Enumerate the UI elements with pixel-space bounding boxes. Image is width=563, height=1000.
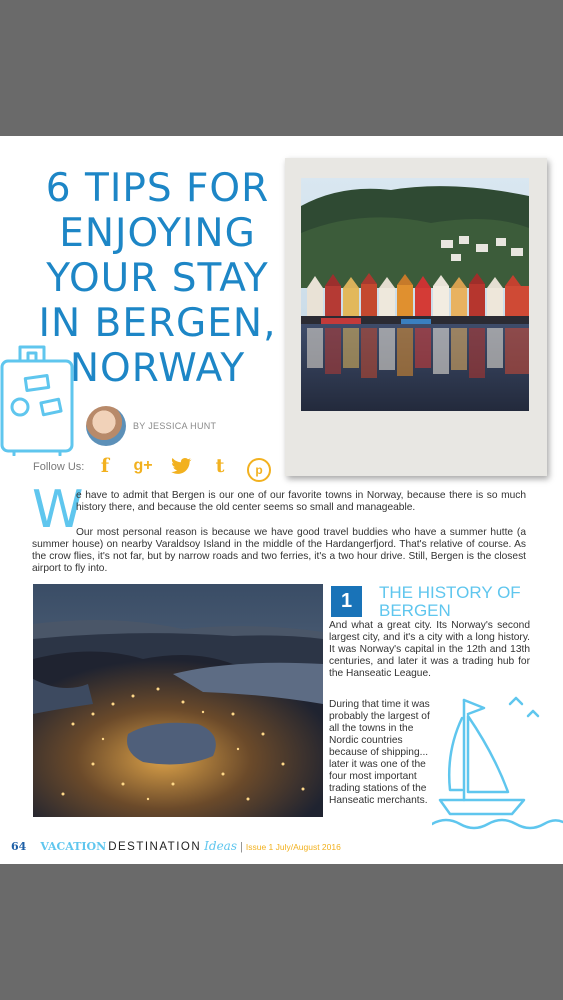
page-footer xyxy=(11,837,556,855)
sailboat-icon xyxy=(432,692,563,832)
title-line: IN BERGEN, xyxy=(38,301,277,346)
footer-brand-vacation: VACATION xyxy=(40,840,107,853)
intro-paragraph-2: Our most personal reason is because we have good travel buddies who have a summer hutte (a summer house) on nearby Varaldsoy Island in the middle of the Hardangerfjord. That's relative of course. As the crow flies, it's not far, but by narrow roads and two ferries, it's a two hour drive. Still, Bergen is the closest airport to fly into. xyxy=(32,527,526,574)
drop-cap: W xyxy=(32,480,84,540)
facebook-icon[interactable]: f xyxy=(100,455,110,477)
bryggen-photo-frame xyxy=(285,158,547,476)
page-number: 64 xyxy=(11,840,27,853)
tumblr-icon[interactable]: t xyxy=(215,455,225,477)
title-line: ENJOYING xyxy=(59,211,256,256)
bryggen-harbor-photo xyxy=(301,178,529,411)
section-heading: THE HISTORY OF BERGEN xyxy=(379,583,521,620)
section-number-badge: 1 xyxy=(331,586,362,617)
footer-brand-ideas: Ideas xyxy=(204,839,237,853)
pinterest-icon[interactable]: p xyxy=(247,458,271,482)
google-plus-icon[interactable]: g+ xyxy=(133,457,153,474)
footer-separator: | xyxy=(240,841,243,853)
follow-us-label: Follow Us: xyxy=(33,461,85,473)
bergen-night-aerial-photo xyxy=(33,584,323,817)
footer-brand-destination: DESTINATION xyxy=(108,841,202,853)
intro-paragraph-1: e have to admit that Bergen is our one of our favorite towns in Norway, because there is so much history there, and because the old center seems so small and manageable. xyxy=(76,490,526,513)
suitcase-icon xyxy=(0,341,75,456)
title-line: 6 TIPS FOR xyxy=(45,166,270,211)
magazine-page xyxy=(0,136,563,864)
title-line: YOUR STAY xyxy=(46,256,269,301)
section-paragraph-2: During that time it was probably the largest of all the towns in the Nordic countries because of shipping... later it was one of the four most important trading stations of the Hanseatic merchants. xyxy=(329,699,430,806)
author-avatar xyxy=(86,406,126,446)
title-line: NORWAY xyxy=(69,346,246,391)
author-byline: BY JESSICA HUNT xyxy=(133,421,217,431)
section-paragraph-1: And what a great city. Its Norway's second largest city, and it's a city with a long history. It was Norway's capital in the 12th and 13th centuries, and later it was a trading hub for the Hanseatic League. xyxy=(329,620,530,679)
twitter-icon[interactable] xyxy=(169,454,193,478)
footer-issue: Issue 1 July/August 2016 xyxy=(245,842,341,852)
